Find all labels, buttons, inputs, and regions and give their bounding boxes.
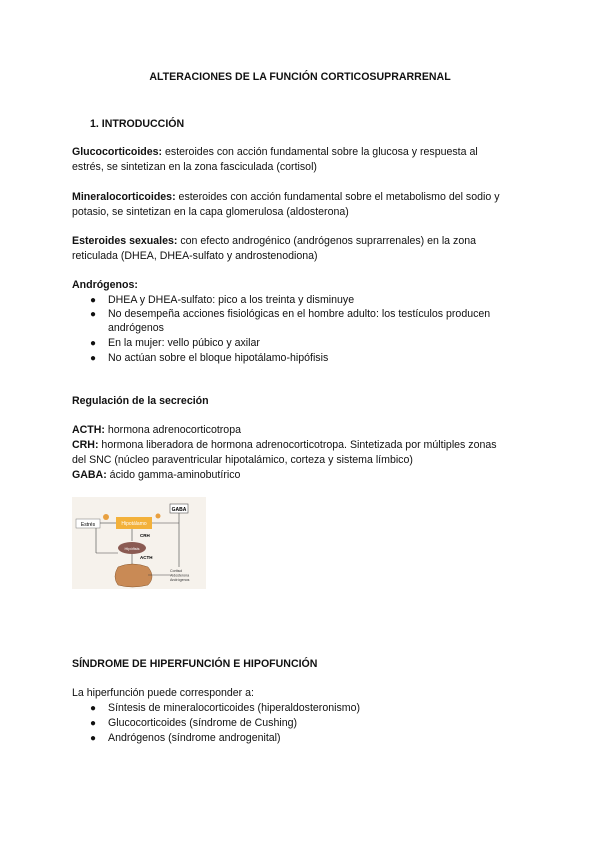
crh-text: hormona liberadora de hormona adrenocorticotropa. Sintetizada por múltiples zonas bbox=[98, 439, 497, 451]
intro-heading: 1. INTRODUCCIÓN bbox=[90, 118, 185, 130]
androgenos-heading: Andrógenos: bbox=[72, 279, 138, 291]
gluco-paragraph-line2: estrés, se sintetizan en la zona fasciculada (cortisol) bbox=[72, 161, 317, 173]
acth-definition bbox=[72, 423, 241, 438]
mineralo-paragraph-line1 bbox=[72, 190, 500, 205]
gluco-paragraph-line1 bbox=[72, 145, 478, 160]
sindrome-intro: La hiperfunción puede corresponder a: bbox=[72, 687, 254, 699]
sindrome-heading: SÍNDROME DE HIPERFUNCIÓN E HIPOFUNCIÓN bbox=[72, 658, 318, 670]
diagram-acth-label: ACTH bbox=[140, 555, 153, 560]
sexuales-text: con efecto androgénico (andrógenos suprarrenales) en la zona bbox=[177, 235, 476, 247]
gaba-term: GABA: bbox=[72, 469, 107, 481]
bullet-icon: ● bbox=[90, 309, 97, 320]
crh-definition-line1 bbox=[72, 438, 497, 453]
sindrome-item: Síntesis de mineralocorticoides (hiperaldosteronismo) bbox=[108, 702, 361, 714]
bullet-icon: ● bbox=[90, 703, 97, 714]
stimulus-icon bbox=[156, 514, 161, 519]
bullet-icon: ● bbox=[90, 733, 97, 744]
diagram-hipofisis-label: Hipófisis bbox=[124, 546, 140, 551]
document-title: ALTERACIONES DE LA FUNCIÓN CORTICOSUPRARRENAL bbox=[149, 71, 451, 83]
androgenos-item-continuation: andrógenos bbox=[108, 322, 164, 334]
bullet-icon: ● bbox=[90, 295, 97, 306]
mineralo-paragraph-line2: potasio, se sintetizan en la capa glomerulosa (aldosterona) bbox=[72, 206, 349, 218]
acth-term: ACTH: bbox=[72, 424, 105, 436]
diagram-hipotalamo-label: Hipotálamo bbox=[121, 521, 147, 527]
gaba-text: ácido gamma-aminobutírico bbox=[106, 469, 241, 481]
diagram-gaba-label: GABA bbox=[171, 507, 187, 513]
gluco-text: esteroides con acción fundamental sobre la glucosa y respuesta al bbox=[162, 146, 478, 158]
diagram-cortisol-label: Cortisol Aldosterona Andrógenos bbox=[170, 569, 190, 582]
bullet-icon: ● bbox=[90, 338, 97, 349]
crh-term: CRH: bbox=[72, 439, 99, 451]
sexuales-paragraph-line2: reticulada (DHEA, DHEA-sulfato y androstenodiona) bbox=[72, 250, 318, 262]
adrenal-gland-icon bbox=[115, 564, 152, 587]
stimulus-icon bbox=[103, 514, 109, 520]
hpa-axis-diagram bbox=[72, 497, 206, 589]
sexuales-term: Esteroides sexuales: bbox=[72, 235, 178, 247]
androgenos-item: No desempeña acciones fisiológicas en el hombre adulto: los testículos producen bbox=[108, 308, 491, 320]
acth-text: hormona adrenocorticotropa bbox=[104, 424, 241, 436]
diagram-crh-label: CRH bbox=[140, 533, 150, 538]
crh-definition-line2: del SNC (núcleo paraventricular hipotalámico, corteza y sistema límbico) bbox=[72, 454, 413, 466]
gluco-term: Glucocorticoides: bbox=[72, 146, 163, 158]
mineralo-text: esteroides con acción fundamental sobre el metabolismo del sodio y bbox=[175, 191, 500, 203]
diagram-estres-label: Estrés bbox=[80, 522, 96, 528]
regulacion-heading: Regulación de la secreción bbox=[72, 395, 209, 407]
androgenos-item: No actúan sobre el bloque hipotálamo-hipófisis bbox=[108, 352, 329, 364]
bullet-icon: ● bbox=[90, 353, 97, 364]
mineralo-term: Mineralocorticoides: bbox=[72, 191, 176, 203]
gaba-definition bbox=[72, 468, 240, 483]
bullet-icon: ● bbox=[90, 718, 97, 729]
androgenos-item: En la mujer: vello púbico y axilar bbox=[108, 337, 260, 349]
sindrome-item: Andrógenos (síndrome androgenital) bbox=[108, 732, 281, 744]
sindrome-item: Glucocorticoides (síndrome de Cushing) bbox=[108, 717, 298, 729]
sexuales-paragraph-line1 bbox=[72, 234, 476, 249]
androgenos-item: DHEA y DHEA-sulfato: pico a los treinta y disminuye bbox=[108, 294, 355, 306]
